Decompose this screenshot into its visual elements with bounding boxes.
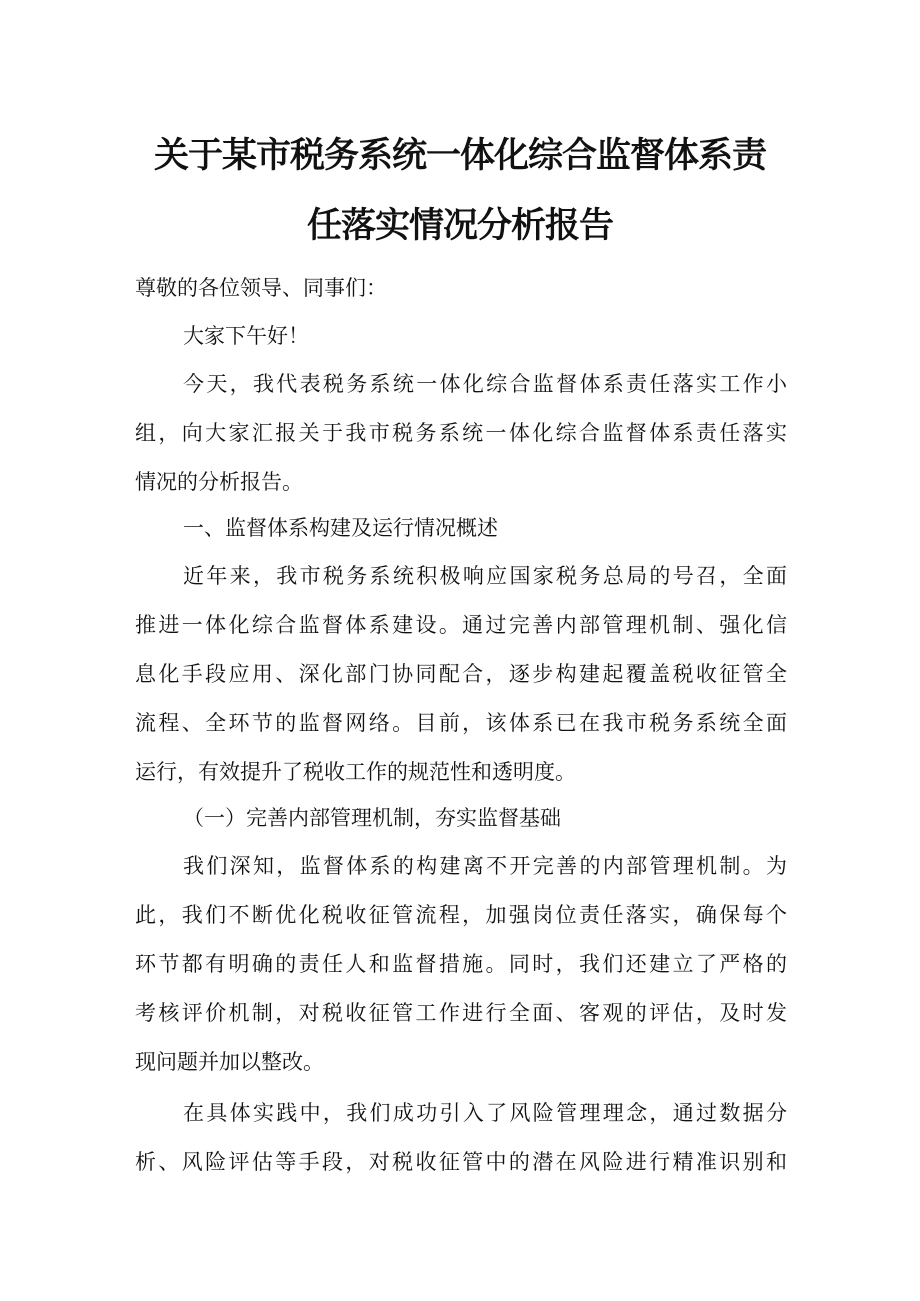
salutation [135, 264, 787, 313]
paragraph-line: 近年来，我市税务系统积极响应国家税务总局的号召，全面 [183, 564, 787, 588]
paragraph-line: 析、风险评估等手段，对税收征管中的潜在风险进行精准识别和 [135, 1150, 787, 1174]
paragraph-line: 组，向大家汇报关于我市税务系统一体化综合监督体系责任落实 [135, 421, 787, 445]
intro-paragraph [135, 360, 787, 507]
subsection-1-paragraph [135, 842, 787, 1087]
paragraph-line: 息化手段应用、深化部门协同配合，逐步构建起覆盖税收征管全 [135, 662, 787, 686]
greeting-text: 大家下午好！ [183, 324, 309, 348]
document-title-line-2: 任落实情况分析报告 [306, 206, 613, 246]
section-1-heading [135, 504, 787, 553]
paragraph-line: 推进一体化综合监督体系建设。通过完善内部管理机制、强化信 [135, 613, 787, 637]
paragraph-line: 在具体实践中，我们成功引入了风险管理理念，通过数据分 [183, 1101, 787, 1125]
paragraph-line: 情况的分析报告。 [135, 470, 303, 494]
paragraph-line: 流程、全环节的监督网络。目前，该体系已在我市税务系统全面 [135, 711, 787, 735]
greeting [135, 312, 787, 361]
paragraph-line: 此，我们不断优化税收征管流程，加强岗位责任落实，确保每个 [135, 903, 787, 927]
paragraph-line: 今天，我代表税务系统一体化综合监督体系责任落实工作小 [183, 372, 787, 396]
section-1-paragraph [135, 552, 787, 797]
document-title-line-1: 关于某市税务系统一体化综合监督体系责 [153, 136, 766, 176]
paragraph-line: 环节都有明确的责任人和监督措施。同时，我们还建立了严格的 [135, 952, 787, 976]
section-heading-text: 一、监督体系构建及运行情况概述 [183, 516, 498, 540]
paragraph-line: 考核评价机制，对税收征管工作进行全面、客观的评估，及时发 [135, 1001, 787, 1025]
subsection-1-heading [135, 794, 787, 843]
subsection-1-paragraph-2 [135, 1089, 787, 1187]
paragraph-line: 我们深知，监督体系的构建离不开完善的内部管理机制。为 [183, 854, 787, 878]
salutation-text: 尊敬的各位领导、同事们： [135, 276, 387, 300]
paragraph-line: 现问题并加以整改。 [135, 1050, 324, 1074]
paragraph-line: 运行，有效提升了税收工作的规范性和透明度。 [135, 760, 576, 784]
subsection-heading-text: （一）完善内部管理机制，夯实监督基础 [183, 806, 561, 830]
